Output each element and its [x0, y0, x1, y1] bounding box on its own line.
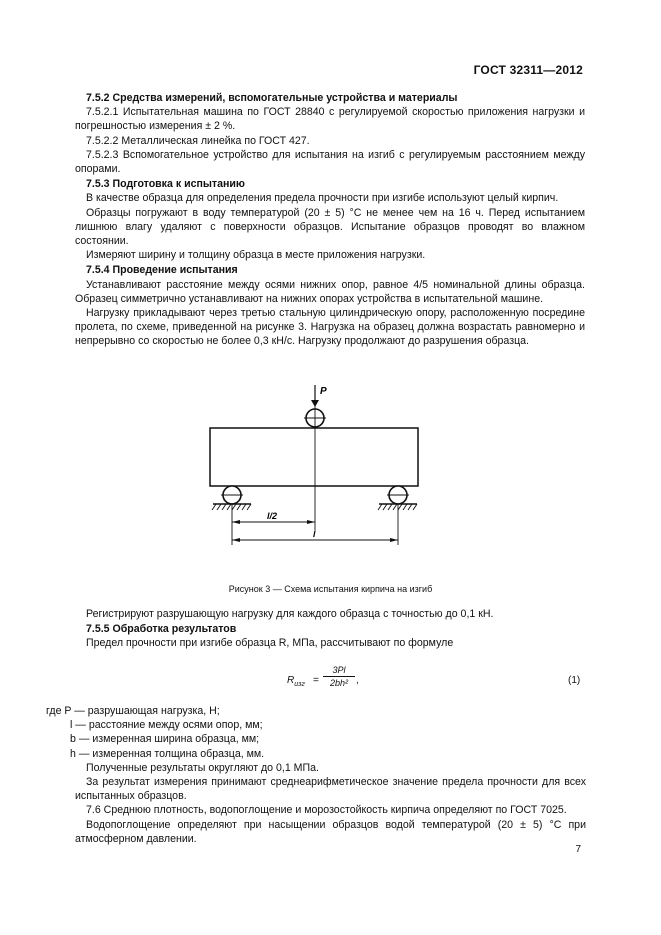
paragraph: 7.5.2.2 Металлическая линейка по ГОСТ 427.	[86, 134, 310, 147]
dim-arrowhead	[232, 538, 240, 542]
paragraph: Водопоглощение определяют при насыщении образцов водой температурой (20 ± 5) °С при атмосферном давлении.	[75, 818, 586, 845]
paragraph: В качестве образца для определения предела прочности при изгибе используют целый кирпич.	[86, 192, 559, 205]
paragraph: 7.5.2.3 Вспомогательное устройство для испытания на изгиб с регулируемым расстоянием между опорами.	[75, 148, 585, 176]
span-label: l	[313, 529, 316, 539]
paragraph: 7.5.2.1 Испытательная машина по ГОСТ 28840 с регулируемой скоростью приложения нагрузки и погрешностью измерения ± 2 %.	[75, 106, 585, 133]
paragraph: Полученные результаты округляют до 0,1 МПа.	[86, 761, 319, 774]
page-number: 7	[575, 844, 581, 855]
section-heading: 7.5.3 Подготовка к испытанию	[86, 178, 245, 191]
brick-specimen	[210, 428, 418, 486]
formula-fraction	[323, 665, 355, 688]
paragraph: Устанавливают расстояние между осями нижних опор, равное 4/5 номинальной длины образца. Образец симметрично устанавливают на нижних опорах устройства в испытательной машине.	[75, 278, 585, 305]
section-heading: 7.5.4 Проведение испытания	[86, 264, 238, 277]
formula-numerator: 3Pl	[332, 665, 346, 675]
definition-item: h — измеренная толщина образца, мм.	[70, 747, 265, 760]
formula-comma: ,	[356, 675, 359, 686]
right-support-hatch	[378, 504, 417, 510]
document-code: ГОСТ 32311—2012	[473, 63, 583, 77]
paragraph: Измеряют ширину и толщину образца в месте приложения нагрузки.	[86, 249, 426, 262]
section-heading: 7.5.5 Обработка результатов	[86, 623, 237, 636]
definition-intro: где P — разрушающая нагрузка, Н;	[46, 705, 220, 717]
paragraph: Предел прочности при изгибе образца R, МПа, рассчитывают по формуле	[86, 637, 454, 650]
dim-arrowhead	[390, 538, 398, 542]
dim-arrowhead	[307, 520, 315, 524]
dim-arrowhead	[232, 520, 240, 524]
paragraph: Образцы погружают в воду температурой (20 ± 5) °С не менее чем на 16 ч. Перед испытанием лишнюю влагу удаляют с поверхности образцов. Испытание образцов проводят во влажном состоянии.	[75, 206, 585, 248]
bending-test-diagram	[205, 380, 435, 550]
paragraph: 7.6 Среднюю плотность, водопоглощение и морозостойкость кирпича определяют по ГОСТ 7025.	[86, 804, 567, 817]
main-text	[75, 91, 585, 349]
figure-caption: Рисунок 3 — Схема испытания кирпича на изгиб	[228, 584, 433, 594]
half-span-label: l/2	[267, 511, 278, 521]
formula-denominator: 2bh²	[329, 678, 348, 688]
paragraph: Нагрузку прикладывают через третью стальную цилиндрическую опору, расположенную посредине пролета, по схеме, приведенной на рисунке 3. Нагрузка на образец должна возрастать равномерно и непрерывно со скоростью не более 0,3 кН/с. Нагрузку продолжают до разрушения образца.	[75, 307, 585, 348]
paragraph: За результат измерения принимают среднеарифметическое значение предела прочности для всех испытанных образцов.	[75, 776, 586, 803]
definition-item: b — измеренная ширина образца, мм;	[70, 733, 260, 746]
load-arrowhead	[311, 400, 319, 407]
formula-1	[0, 665, 661, 705]
text-after-figure	[75, 607, 585, 651]
variable-definitions	[46, 704, 586, 846]
paragraph: Регистрируют разрушающую нагрузку для каждого образца с точностью до 0,1 кН.	[86, 608, 494, 620]
left-support-hatch	[212, 504, 251, 510]
formula-number: (1)	[568, 675, 581, 686]
fraction-bar	[323, 676, 355, 677]
section-heading: 7.5.2 Средства измерений, вспомогательные устройства и материалы	[86, 92, 458, 104]
definition-item: l — расстояние между осями опор, мм;	[70, 719, 263, 732]
formula-lhs: $R_{изг}$	[287, 675, 305, 688]
formula-equals: =	[313, 675, 319, 686]
load-label: P	[320, 386, 327, 397]
